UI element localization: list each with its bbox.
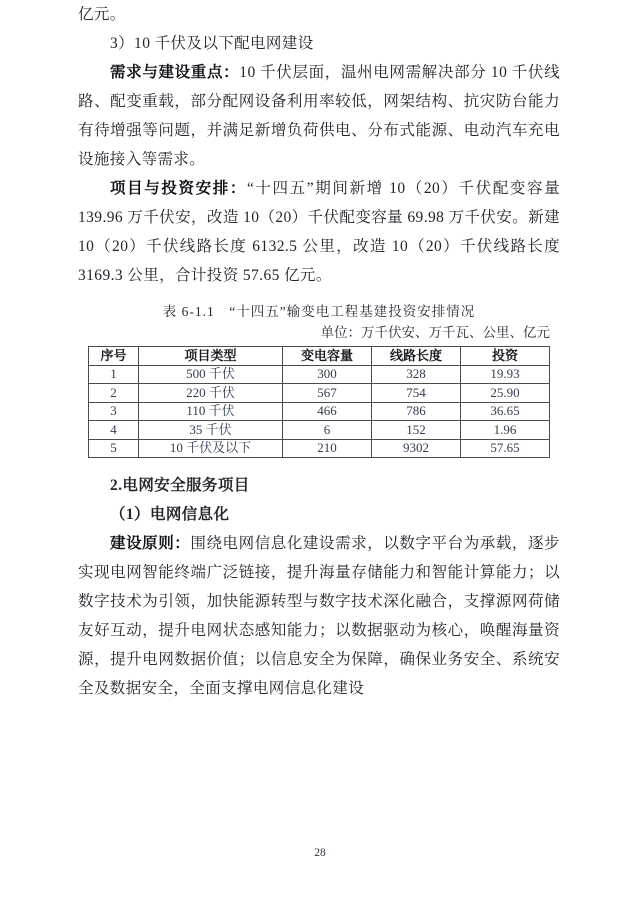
paragraph-demand-body: 10 千伏层面，温州电网需解决部分 10 千伏线路、配变重载，部分配网设备利用率较低，网架结构、抗灾防台能力有待增强等问题，并满足新增负荷供电、分布式能源、电动汽车充电设施接入等需求。 [78, 64, 560, 168]
page-number: 28 [314, 847, 326, 859]
cell-seq: 3 [89, 402, 139, 421]
investment-table [88, 346, 550, 458]
col-header-capacity: 变电容量 [283, 347, 372, 366]
cell-seq: 1 [89, 365, 139, 384]
table-unit-note: 单位：万千伏安、万千瓦、公里、亿元 [320, 325, 550, 340]
paragraph-continuation: 亿元。 [78, 6, 126, 23]
item-heading-3: 3）10 千伏及以下配电网建设 [110, 35, 314, 52]
cell-type: 35 千伏 [139, 421, 283, 440]
table-caption: 表 6-1.1 “十四五”输变电工程基建投资安排情况 [162, 304, 476, 319]
paragraph-principle-lead: 建设原则： [110, 535, 191, 552]
cell-type: 500 千伏 [139, 365, 283, 384]
paragraph-project-body: “十四五”期间新增 10（20）千伏配变容量 139.96 万千伏安，改造 10（20）千伏配变容量 69.98 万千伏安。新建 10（20）千伏线路长度 6132.5 公里，改造 10（20）千伏线路长度 3169.3 公里，合计投资 57.65 亿元。 [78, 180, 560, 284]
subsection-heading-1: （1）电网信息化 [110, 506, 230, 523]
paragraph-principle-body: 围绕电网信息化建设需求，以数字平台为承载，逐步实现电网智能终端广泛链接，提升海量存储能力和智能计算能力；以数字技术为引领，加快能源转型与数字技术深化融合，支撑源网荷储友好互动，提升电网状态感知能力；以数据驱动为核心，唤醒海量资源，提升电网数据价值；以信息安全为保障，确保业务安全、系统安全及数据安全，全面支撑电网信息化建设 [78, 535, 560, 697]
cell-type: 110 千伏 [139, 402, 283, 421]
cell-length: 754 [372, 384, 461, 403]
cell-investment: 1.96 [461, 421, 550, 440]
cell-seq: 2 [89, 384, 139, 403]
section-heading-2: 2.电网安全服务项目 [110, 477, 250, 494]
table-row [89, 384, 550, 403]
cell-type: 10 千伏及以下 [139, 439, 283, 458]
paragraph-demand-lead: 需求与建设重点： [110, 64, 240, 81]
table-row [89, 421, 550, 440]
page-content [78, 0, 560, 703]
col-header-investment: 投资 [461, 347, 550, 366]
paragraph-project [78, 174, 560, 290]
cell-seq: 5 [89, 439, 139, 458]
cell-length: 328 [372, 365, 461, 384]
cell-length: 152 [372, 421, 461, 440]
cell-investment: 36.65 [461, 402, 550, 421]
cell-investment: 57.65 [461, 439, 550, 458]
col-header-length: 线路长度 [372, 347, 461, 366]
cell-capacity: 6 [283, 421, 372, 440]
table-row [89, 439, 550, 458]
paragraph-project-lead: 项目与投资安排： [110, 180, 247, 197]
cell-capacity: 567 [283, 384, 372, 403]
cell-length: 9302 [372, 439, 461, 458]
col-header-type: 项目类型 [139, 347, 283, 366]
table-row [89, 402, 550, 421]
cell-capacity: 466 [283, 402, 372, 421]
cell-seq: 4 [89, 421, 139, 440]
col-header-seq: 序号 [89, 347, 139, 366]
cell-capacity: 210 [283, 439, 372, 458]
cell-investment: 25.90 [461, 384, 550, 403]
cell-type: 220 千伏 [139, 384, 283, 403]
table-row [89, 365, 550, 384]
cell-investment: 19.93 [461, 365, 550, 384]
cell-capacity: 300 [283, 365, 372, 384]
cell-length: 786 [372, 402, 461, 421]
paragraph-principle [78, 529, 560, 703]
table-header-row [89, 347, 550, 366]
paragraph-demand [78, 58, 560, 174]
